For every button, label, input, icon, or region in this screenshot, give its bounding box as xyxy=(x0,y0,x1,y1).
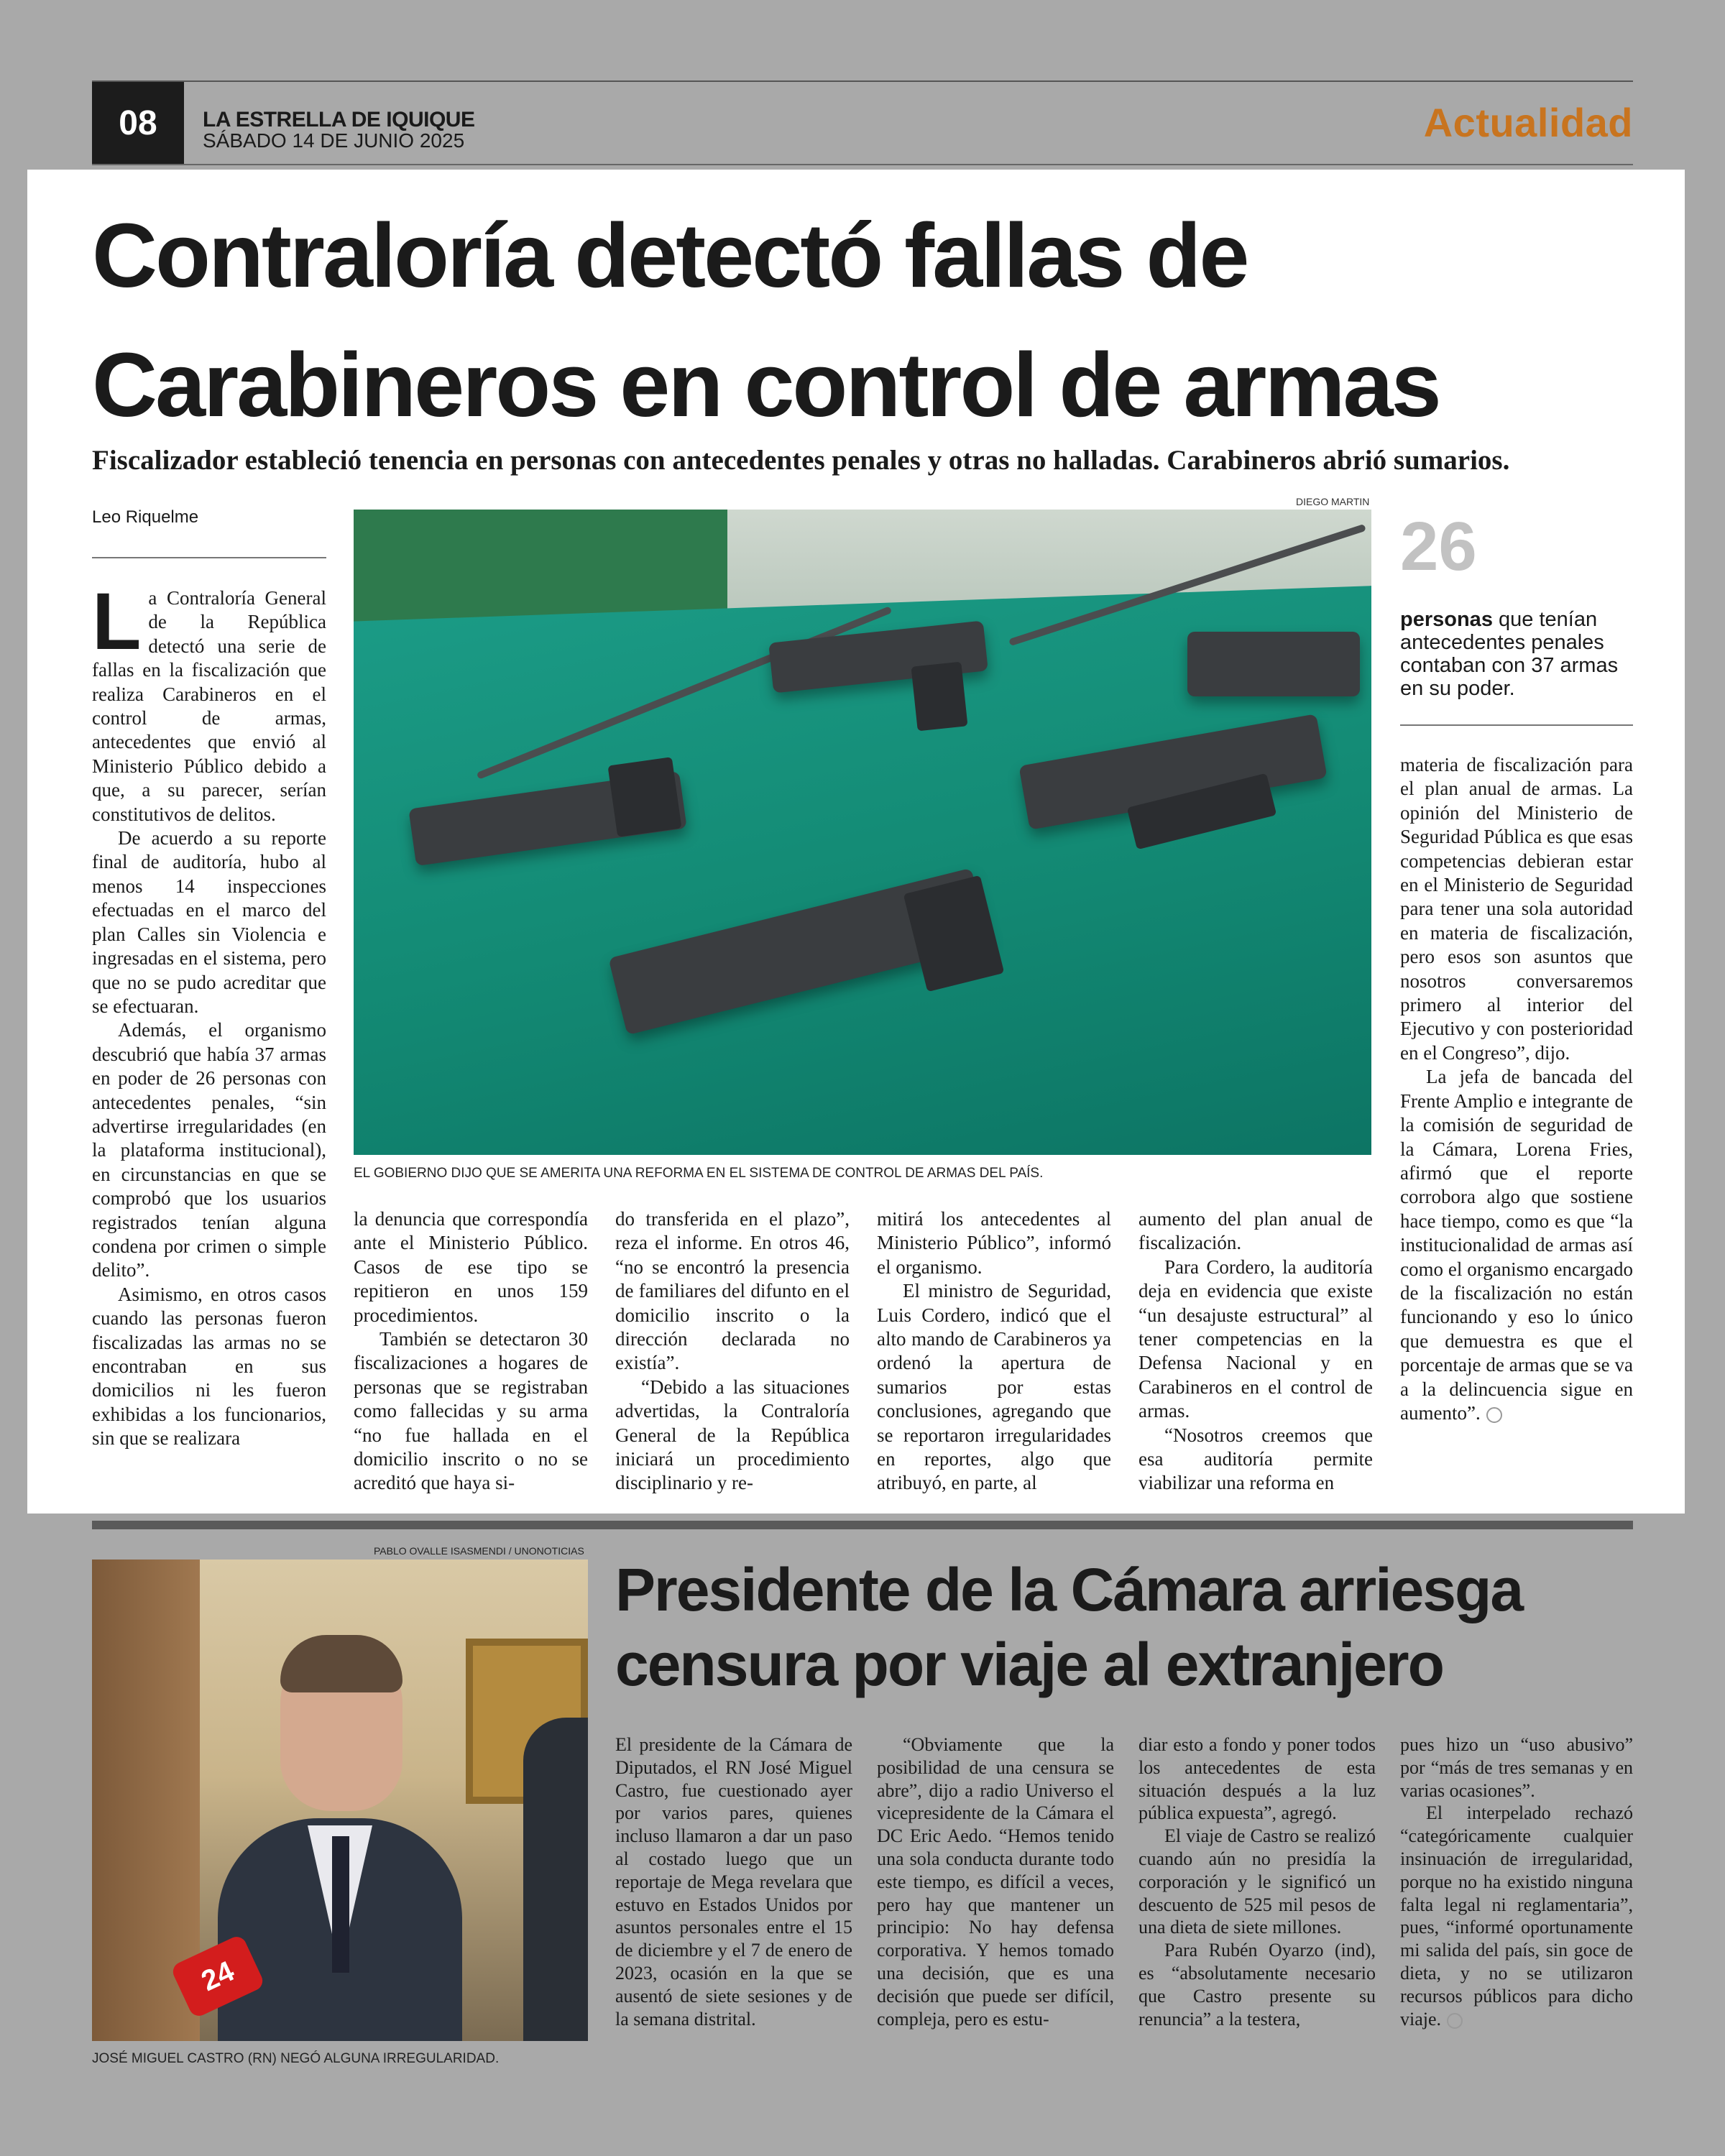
stat-bold: personas xyxy=(1400,608,1493,631)
page-number: 08 xyxy=(92,82,184,164)
headline-line-2: Carabineros en control de armas xyxy=(92,334,1440,436)
paragraph: aumento del plan anual de fiscalización. xyxy=(1138,1208,1373,1254)
article-column-4 xyxy=(877,1207,1111,1496)
microphone-logo: 24 xyxy=(170,1934,266,2019)
stat-text xyxy=(1400,608,1644,700)
article-headline xyxy=(92,191,1644,450)
paragraph: materia de fiscalización para el plan anual de armas. La opinión del Ministerio de Seguridad Pública es que esas competencias debieran estar en el Ministerio de Seguridad para tener una sola autoridad en materia de fiscalización, pero esos son asuntos que nosotros conversaremos primero al interior del Ejecutivo y con posterioridad en el Congreso”, dijo. xyxy=(1400,754,1633,1064)
article-column-6 xyxy=(1400,753,1633,1425)
header-rule-top xyxy=(92,80,1633,82)
paragraph: La jefa de bancada del Frente Amplio e integrante de la comisión de seguridad de la Cámara, Lorena Fries, afirmó que el reporte corrobora algo que sostiene hace tiempo, como es que “la institucionalidad de armas así como el organismo encargado de la fiscalización no están funcionando y eso lo único que demuestra es que el porcentaje de armas que se va a la delincuencia sigue en aumento”. xyxy=(1400,1066,1633,1424)
photo-tie xyxy=(332,1836,349,1973)
paragraph: El presidente de la Cámara de Diputados, el RN José Miguel Castro, fue cuestionado ayer por varios pares, quienes incluso llamaron a dar un paso al costado luego que un reportaje de Mega revelara que estuvo en Estados Unidos por asuntos personales entre el 15 de diciembre y el 7 de enero de 2023, ocasión en la que se ausentó de siete sesiones y de la semana distrital. xyxy=(615,1734,852,2030)
section-name: Actualidad xyxy=(1423,100,1633,145)
photo-caption: EL GOBIERNO DIJO QUE SE AMERITA UNA REFORMA EN EL SISTEMA DE CONTROL DE ARMAS DEL PAÍS. xyxy=(354,1166,1044,1181)
end-mark-icon xyxy=(1486,1407,1502,1423)
byline: Leo Riquelme xyxy=(92,507,199,527)
dropcap: L xyxy=(92,576,142,666)
paragraph: Para Rubén Oyarzo (ind), es “absolutamente necesario que Castro presente su renuncia” a la testera, xyxy=(1138,1940,1376,2030)
paragraph: También se detectaron 30 fiscalizaciones a hogares de personas que se registraban como fallecidas y su arma “no fue hallada en el domicilio inscrito o no se acreditó que haya si- xyxy=(354,1328,588,1494)
paragraph: “Obviamente que la posibilidad de una censura se abre”, dijo a radio Universo el vicepresidente de la Cámara el DC Eric Aedo. “Hemos tenido una sola conducta durante todo este tiempo, es difícil a veces, pero hay que mantener un principio: No hay defensa corporativa. Y hemos tomado una decisión, que es una decisión que puede ser difícil, compleja, pero es estu- xyxy=(877,1734,1114,2030)
header-rule-bottom xyxy=(92,164,1633,165)
paragraph: El ministro de Seguridad, Luis Cordero, indicó que el alto mando de Carabineros ya ordenó la apertura de sumarios por estas conclusiones, agregando que se reportaron irregularidades en reportes, algo que atribuyó, en parte, al xyxy=(877,1280,1111,1494)
magazine-device xyxy=(1187,632,1360,696)
paragraph: Además, el organismo descubrió que había 37 armas en poder de 26 personas con antecedentes penales, “sin advertirse irregularidades (en la plataforma institucional), en circunstancias en que se comprobó que los usuarios registrados tenían alguna condena por crimen o simple delito”. xyxy=(92,1019,326,1281)
article2-column-4 xyxy=(1400,1733,1633,2030)
end-mark-icon xyxy=(1447,2013,1463,2029)
stat-rest: que tenían antecedentes penales contaban con 37 armas en su poder. xyxy=(1400,608,1619,700)
article-column-5 xyxy=(1138,1207,1373,1496)
paragraph: “Debido a las situaciones advertidas, la Contraloría General de la República iniciará un procedimiento disciplinario y re- xyxy=(615,1376,850,1494)
article-divider xyxy=(92,1521,1633,1529)
headline-line-1: Contraloría detectó fallas de xyxy=(92,205,1248,306)
stat-number: 26 xyxy=(1400,508,1477,585)
castro-photo xyxy=(92,1560,588,2041)
paragraph: Para Cordero, la auditoría deja en evidencia que existe “un desajuste estructural” al tener competencias en la Defensa Nacional y en Carabineros en el control de armas. xyxy=(1138,1256,1373,1422)
paragraph: El viaje de Castro se realizó cuando aún no presidía la corporación y le significó un descuento de 525 mil pesos de una dieta de siete millones. xyxy=(1138,1825,1376,1938)
article-column-1 xyxy=(92,576,326,1451)
headline-line-2: censura por viaje al extranjero xyxy=(615,1631,1443,1698)
paragraph: El interpelado rechazó “categóricamente cualquier insinuación de irregularidad, porque no ha existido ninguna falta legal ni reglamentaria”, pues, “informé oportunamente mi salida del país, sin goce de dieta, y no se utilizaron recursos públicos para dicho viaje. xyxy=(1400,1802,1633,2030)
article2-column-1 xyxy=(615,1733,852,2030)
headline-line-1: Presidente de la Cámara arriesga xyxy=(615,1556,1523,1623)
photo-credit: DIEGO MARTIN xyxy=(1296,496,1370,507)
byline-rule xyxy=(92,557,326,558)
paragraph: De acuerdo a su reporte final de auditoría, hubo al menos 14 inspecciones efectuadas en el marco del plan Calles sin Violencia e ingresadas en el sistema, pero que no se pudo acreditar que se efectuaran. xyxy=(92,827,326,1017)
article-subhead: Fiscalizador estableció tenencia en personas con antecedentes penales y otras no halladas. Carabineros abrió sumarios. xyxy=(92,445,1510,476)
paragraph: diar esto a fondo y poner todos los antecedentes de esta situación después a la luz pública expuesta”, agregó. xyxy=(1138,1734,1376,1824)
photo-credit: PABLO OVALLE ISASMENDI / UNONOTICIAS xyxy=(374,1545,584,1557)
photo-bystander xyxy=(523,1718,588,2041)
weapons-photo xyxy=(354,510,1371,1155)
paragraph: “Nosotros creemos que esa auditoría permite viabilizar una reforma en xyxy=(1138,1424,1373,1494)
photo-caption: JOSÉ MIGUEL CASTRO (RN) NEGÓ ALGUNA IRREGULARIDAD. xyxy=(92,2051,500,2066)
photo-hair xyxy=(280,1635,402,1692)
pistol-grip xyxy=(607,757,681,837)
pistol-grip xyxy=(911,662,967,732)
article-column-3 xyxy=(615,1207,850,1496)
publication-date: SÁBADO 14 DE JUNIO 2025 xyxy=(203,129,465,152)
article-column-2 xyxy=(354,1207,588,1496)
paragraph: la denuncia que correspondía ante el Ministerio Público. Casos de ese tipo se repitieron en unos 159 procedimientos. xyxy=(354,1208,588,1326)
article2-column-2 xyxy=(877,1733,1114,2030)
paragraph: Asimismo, en otros casos cuando las personas fueron fiscalizadas las armas no se encontraban en sus domicilios ni les fueron exhibidas a los funcionarios, sin que se realizara xyxy=(92,1283,326,1450)
paragraph: La Contraloría General de la República detectó una serie de fallas en la fiscalización que realiza Carabineros en el control de armas, antecedentes que envió al Ministerio Público debido a que, a su parecer, serían constitutivos de delitos. xyxy=(92,576,326,825)
article-headline xyxy=(615,1552,1636,1702)
paragraph: do transferida en el plazo”, reza el informe. En otros 46, “no se encontró la presencia de familiares del difunto en el domicilio inscrito o la dirección declarada no existía”. xyxy=(615,1208,850,1374)
publication-name: LA ESTRELLA DE IQUIQUE xyxy=(203,108,475,132)
paragraph: mitirá los antecedentes al Ministerio Público”, informó el organismo. xyxy=(877,1208,1111,1278)
article2-column-3 xyxy=(1138,1733,1376,2030)
paragraph: pues hizo un “uso abusivo” por “más de tres semanas y en varias ocasiones”. xyxy=(1400,1734,1633,1801)
stat-rule xyxy=(1400,724,1633,726)
